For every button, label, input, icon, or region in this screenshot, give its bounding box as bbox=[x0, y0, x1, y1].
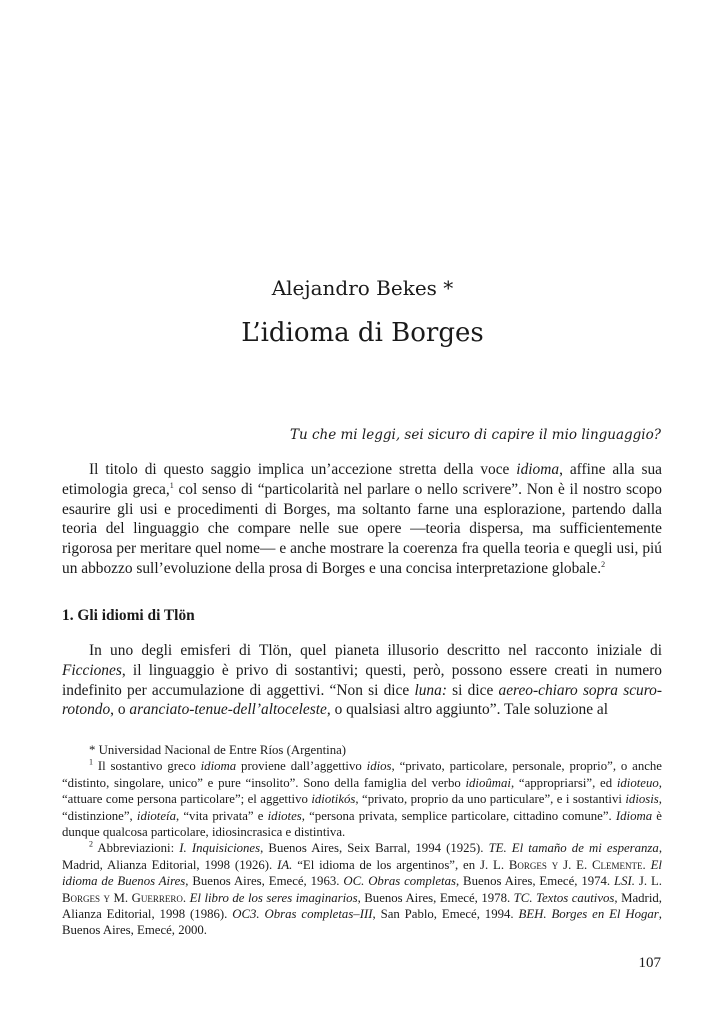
footnote-2: $^2$ Abbreviazioni: I. Inquisiciones, Buenos Aires, Seix Barral, 1994 (1925). TE. El tamaño de mi esperanza, Madrid, Alianza Editorial, 1998 (1926). IA. “El idioma de los argentinos”, en J. L. Borges y J. E. Clemente. El idioma de Buenos Aires, Buenos Aires, Emecé, 1963. OC. Obras completas, Buenos Aires, Emecé, 1974. LSI. J. L. Borges y M. Guerrero. El libro de los seres imaginarios, Buenos Aires, Emecé, 1978. TC. Textos cautivos, Madrid, Alianza Editorial, 1998 (1986). OC3. Obras completas–III, San Pablo, Emecé, 1994. BEH. Borges en El Hogar, Buenos Aires, Emecé, 2000. bbox=[62, 840, 663, 938]
intro-paragraph: Il titolo di questo saggio implica un’accezione stretta della voce idioma, affine alla sua etimologia greca,$^1$ col senso di “particolarità nel parlare o nello scrivere”. Non è il nostro scopo esaurire gli usi e procedimenti di Borges, ma soltanto farne una esplorazione, partendo dalla teoria del linguaggio che compare nelle sue opere —teoria dispersa, ma sufficientemente rigorosa per meritare quel nome— e anche mostrare la coerenza fra quella teoria e quegli usi, piú un abbozzo sull’evoluzione della prosa di Borges e una concisa interpretazione globale.$^2$ bbox=[62, 461, 662, 577]
footnote-ref-2: 2 bbox=[601, 559, 606, 569]
page-number: 107 bbox=[638, 955, 661, 971]
author-name: Alejandro Bekes * bbox=[271, 276, 454, 300]
footnote-affiliation: * Universidad Nacional de Entre Ríos (Argentina) bbox=[89, 743, 347, 757]
footnote-1: $^1$ Il sostantivo greco idioma proviene dall’aggettivo idios, “privato, particolare, personale, proprio”, o anche “distinto, singolare, unico” e pure “insolito”. Sono della famiglia del verbo idioûmai, “appropriarsi”, ed idioteuo, “attuare come persona particolare”; el aggettivo idiotikós, “privato, proprio da uno particulare”, e i sostantivi idiosis, “distinzione”, idioteía, “vita privata” e idiotes, “persona privata, semplice particolare, cittadino comune”. Idioma è dunque qualcosa particolare, idiosincrasica e distintiva. bbox=[62, 758, 662, 840]
footnotes bbox=[62, 742, 662, 939]
footnote-ref-1: 1 bbox=[169, 480, 174, 490]
article-title: L’idioma di Borges bbox=[241, 318, 484, 348]
section-heading: 1. Gli idiomi di Tlön bbox=[62, 607, 195, 624]
section-paragraph: In uno degli emisferi di Tlön, quel pianeta illusorio descritto nel racconto iniziale di Ficciones, il linguaggio è privo di sostantivi; questi, però, possono essere creati in numero indefinito per accumulazione di aggettivi. “Non si dice luna: si dice aereo-chiaro sopra scuro-rotondo, o aranciato-tenue-dell’altoceleste, o qualsiasi altro aggiunto”. Tale soluzione al bbox=[62, 642, 662, 719]
epigraph: Tu che mi leggi, sei sicuro di capire il mio linguaggio? bbox=[289, 427, 661, 443]
